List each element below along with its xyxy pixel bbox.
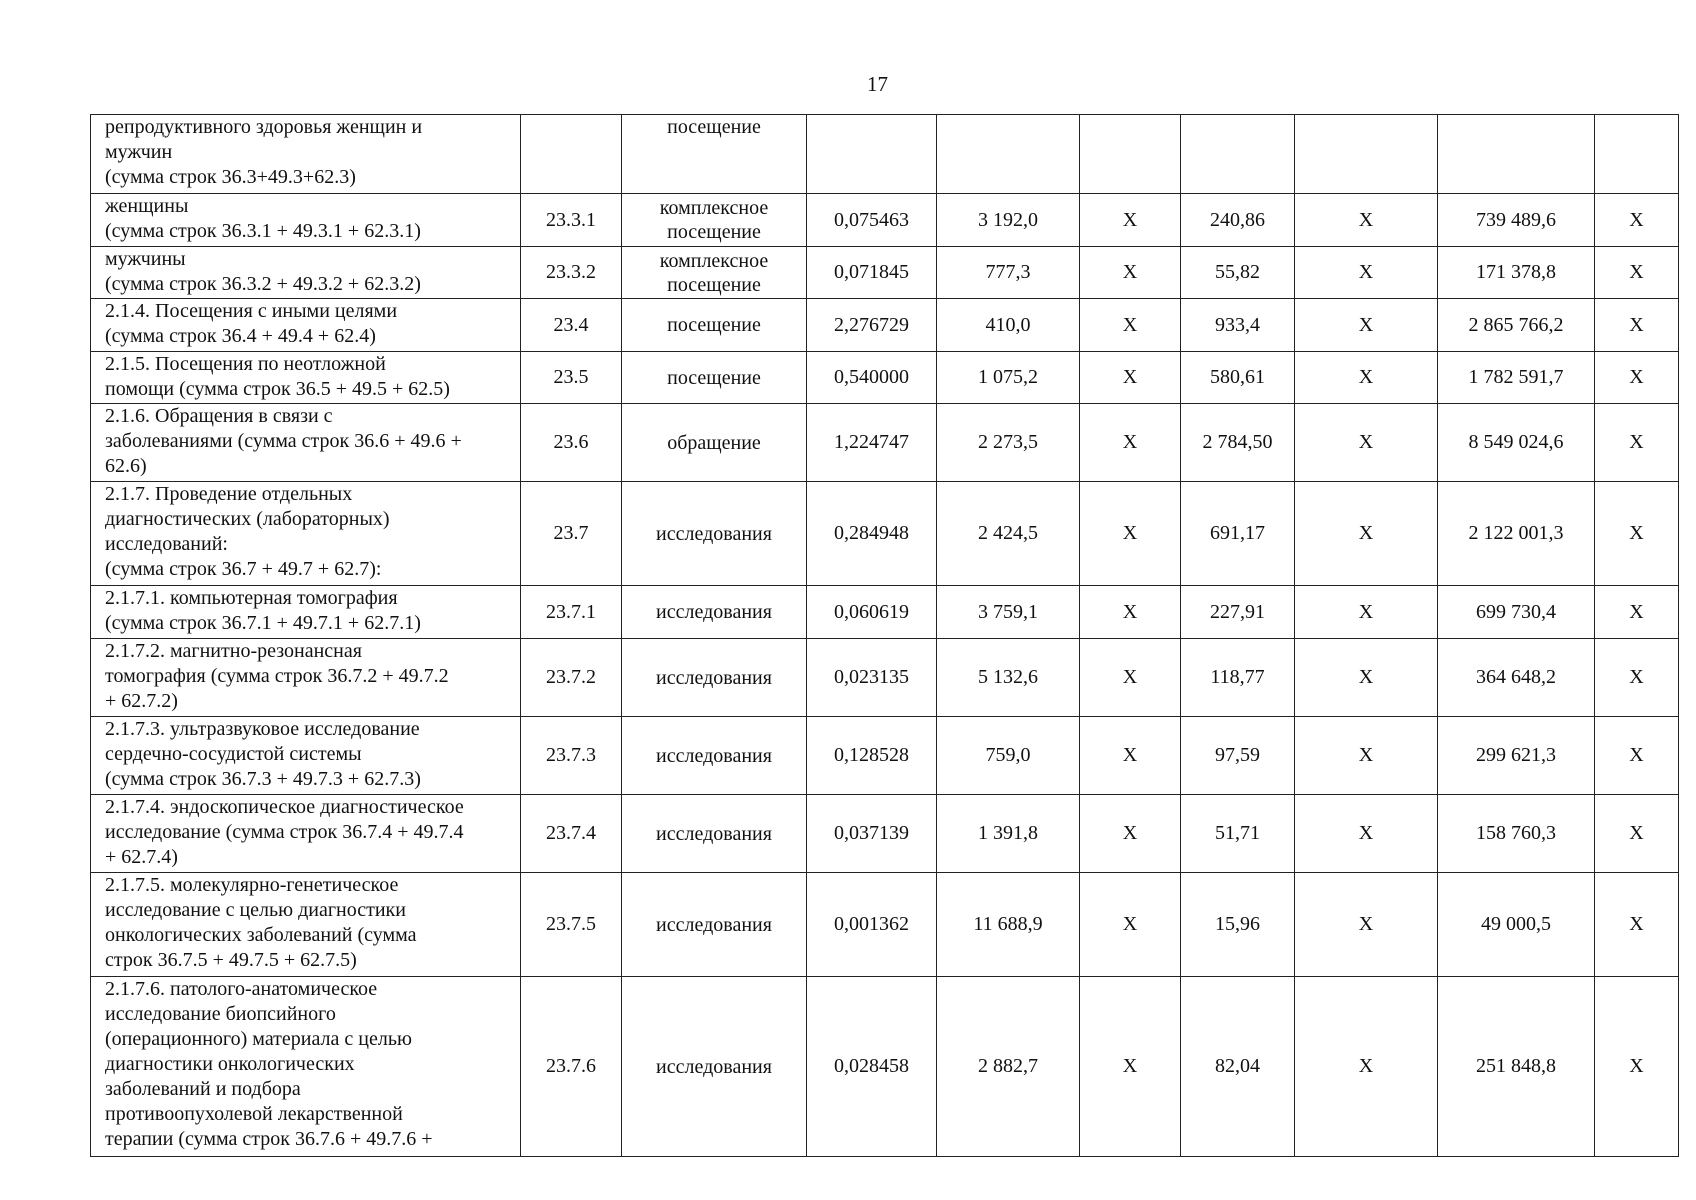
row-col-6: Х <box>1080 795 1181 873</box>
row-line-number: 23.7.3 <box>521 717 622 795</box>
row-normative-cost: 3 759,1 <box>937 586 1080 639</box>
row-normative-volume <box>807 115 937 194</box>
row-col-8: Х <box>1295 299 1438 352</box>
row-name-cell: женщины (сумма строк 36.3.1 + 49.3.1 + 62.3.1) <box>91 194 521 247</box>
row-unit: комплексное посещение <box>622 194 807 247</box>
table-row <box>91 247 1679 299</box>
row-col-10: Х <box>1595 194 1679 247</box>
row-per-capita: 51,71 <box>1181 795 1295 873</box>
row-normative-cost: 777,3 <box>937 247 1080 299</box>
row-per-capita: 118,77 <box>1181 639 1295 717</box>
row-per-capita: 580,61 <box>1181 352 1295 404</box>
row-unit: посещение <box>622 115 807 194</box>
row-normative-cost: 410,0 <box>937 299 1080 352</box>
row-line-number: 23.4 <box>521 299 622 352</box>
row-normative-volume: 0,540000 <box>807 352 937 404</box>
row-name-cell: 2.1.7.4. эндоскопическое диагностическое исследование (сумма строк 36.7.4 + 49.7.4 + 62.7.4) <box>91 795 521 873</box>
row-col-10: Х <box>1595 795 1679 873</box>
row-line-number: 23.7.2 <box>521 639 622 717</box>
table-row <box>91 717 1679 795</box>
row-normative-volume: 0,023135 <box>807 639 937 717</box>
row-col-10: Х <box>1595 404 1679 482</box>
row-col-8: Х <box>1295 247 1438 299</box>
row-line-number: 23.6 <box>521 404 622 482</box>
row-normative-volume: 2,276729 <box>807 299 937 352</box>
row-col-10: Х <box>1595 247 1679 299</box>
row-unit: исследования <box>622 977 807 1157</box>
row-per-capita: 55,82 <box>1181 247 1295 299</box>
row-line-number <box>521 115 622 194</box>
row-col-10: Х <box>1595 977 1679 1157</box>
row-total-cost: 699 730,4 <box>1438 586 1595 639</box>
row-name-cell: 2.1.7.3. ультразвуковое исследование сердечно-сосудистой системы (сумма строк 36.7.3 + 49.7.3 + 62.7.3) <box>91 717 521 795</box>
row-name-cell: 2.1.7.1. компьютерная томография (сумма строк 36.7.1 + 49.7.1 + 62.7.1) <box>91 586 521 639</box>
row-per-capita <box>1181 115 1295 194</box>
row-per-capita: 691,17 <box>1181 482 1295 586</box>
row-name-cell: 2.1.7.6. патолого-анатомическое исследование биопсийного (операционного) материала с целью диагностики онкологических заболеваний и подбора противоопухолевой лекарственной терапии (сумма строк 36.7.6 + 49.7.6 + <box>91 977 521 1157</box>
row-line-number: 23.7.1 <box>521 586 622 639</box>
table-row <box>91 115 1679 194</box>
row-normative-volume: 0,037139 <box>807 795 937 873</box>
row-name-cell: 2.1.7.5. молекулярно-генетическое исследование с целью диагностики онкологических заболеваний (сумма строк 36.7.5 + 49.7.5 + 62.7.5) <box>91 873 521 977</box>
row-total-cost: 1 782 591,7 <box>1438 352 1595 404</box>
row-col-10: Х <box>1595 873 1679 977</box>
row-normative-cost: 1 075,2 <box>937 352 1080 404</box>
row-line-number: 23.3.2 <box>521 247 622 299</box>
row-col-6: Х <box>1080 247 1181 299</box>
row-col-6: Х <box>1080 194 1181 247</box>
row-per-capita: 227,91 <box>1181 586 1295 639</box>
row-name-cell: репродуктивного здоровья женщин и мужчин (сумма строк 36.3+49.3+62.3) <box>91 115 521 194</box>
row-per-capita: 97,59 <box>1181 717 1295 795</box>
row-total-cost: 364 648,2 <box>1438 639 1595 717</box>
row-total-cost: 171 378,8 <box>1438 247 1595 299</box>
row-col-6: Х <box>1080 586 1181 639</box>
row-name-cell: 2.1.6. Обращения в связи с заболеваниями (сумма строк 36.6 + 49.6 + 62.6) <box>91 404 521 482</box>
row-col-8: Х <box>1295 795 1438 873</box>
row-normative-cost: 5 132,6 <box>937 639 1080 717</box>
row-col-10: Х <box>1595 717 1679 795</box>
row-unit: обращение <box>622 404 807 482</box>
row-per-capita: 82,04 <box>1181 977 1295 1157</box>
row-col-10: Х <box>1595 639 1679 717</box>
row-unit: посещение <box>622 299 807 352</box>
row-line-number: 23.7 <box>521 482 622 586</box>
row-name-cell: 2.1.4. Посещения с иными целями (сумма строк 36.4 + 49.4 + 62.4) <box>91 299 521 352</box>
row-total-cost <box>1438 115 1595 194</box>
row-normative-volume: 0,071845 <box>807 247 937 299</box>
row-normative-cost: 1 391,8 <box>937 795 1080 873</box>
row-col-10: Х <box>1595 586 1679 639</box>
table-row <box>91 795 1679 873</box>
row-col-8: Х <box>1295 586 1438 639</box>
row-col-10: Х <box>1595 482 1679 586</box>
row-unit: посещение <box>622 352 807 404</box>
row-col-6: Х <box>1080 977 1181 1157</box>
row-col-6: Х <box>1080 873 1181 977</box>
row-unit: исследования <box>622 482 807 586</box>
row-normative-volume: 0,128528 <box>807 717 937 795</box>
row-line-number: 23.7.4 <box>521 795 622 873</box>
row-col-6: Х <box>1080 352 1181 404</box>
row-per-capita: 933,4 <box>1181 299 1295 352</box>
row-line-number: 23.3.1 <box>521 194 622 247</box>
row-unit: исследования <box>622 717 807 795</box>
data-table <box>90 114 1679 1157</box>
table-row <box>91 639 1679 717</box>
row-col-8: Х <box>1295 873 1438 977</box>
row-col-6: Х <box>1080 717 1181 795</box>
row-normative-cost: 2 424,5 <box>937 482 1080 586</box>
page-number: 17 <box>867 72 888 96</box>
row-normative-volume: 0,028458 <box>807 977 937 1157</box>
row-normative-cost: 2 882,7 <box>937 977 1080 1157</box>
row-total-cost: 49 000,5 <box>1438 873 1595 977</box>
row-normative-volume: 0,001362 <box>807 873 937 977</box>
row-total-cost: 2 865 766,2 <box>1438 299 1595 352</box>
table-row <box>91 194 1679 247</box>
table-row <box>91 977 1679 1157</box>
row-col-6: Х <box>1080 299 1181 352</box>
table-row <box>91 873 1679 977</box>
row-line-number: 23.5 <box>521 352 622 404</box>
row-normative-volume: 1,224747 <box>807 404 937 482</box>
table-row <box>91 482 1679 586</box>
row-col-6: Х <box>1080 482 1181 586</box>
row-total-cost: 2 122 001,3 <box>1438 482 1595 586</box>
row-col-8: Х <box>1295 194 1438 247</box>
row-per-capita: 2 784,50 <box>1181 404 1295 482</box>
row-col-8: Х <box>1295 639 1438 717</box>
row-normative-cost: 2 273,5 <box>937 404 1080 482</box>
row-col-10 <box>1595 115 1679 194</box>
row-normative-volume: 0,075463 <box>807 194 937 247</box>
row-normative-volume: 0,284948 <box>807 482 937 586</box>
row-line-number: 23.7.5 <box>521 873 622 977</box>
row-col-8: Х <box>1295 482 1438 586</box>
row-normative-cost: 759,0 <box>937 717 1080 795</box>
row-col-8: Х <box>1295 352 1438 404</box>
row-line-number: 23.7.6 <box>521 977 622 1157</box>
row-unit: исследования <box>622 873 807 977</box>
row-col-6: Х <box>1080 639 1181 717</box>
table-body <box>91 115 1679 1157</box>
row-unit: комплексное посещение <box>622 247 807 299</box>
row-name-cell: 2.1.7.2. магнитно-резонансная томография (сумма строк 36.7.2 + 49.7.2 + 62.7.2) <box>91 639 521 717</box>
row-normative-cost <box>937 115 1080 194</box>
row-per-capita: 15,96 <box>1181 873 1295 977</box>
row-per-capita: 240,86 <box>1181 194 1295 247</box>
row-col-6: Х <box>1080 404 1181 482</box>
row-normative-cost: 3 192,0 <box>937 194 1080 247</box>
row-col-8: Х <box>1295 977 1438 1157</box>
row-total-cost: 251 848,8 <box>1438 977 1595 1157</box>
table-row <box>91 404 1679 482</box>
row-name-cell: 2.1.7. Проведение отдельных диагностических (лабораторных) исследований: (сумма строк 36.7 + 49.7 + 62.7): <box>91 482 521 586</box>
row-unit: исследования <box>622 795 807 873</box>
table-row <box>91 352 1679 404</box>
row-total-cost: 739 489,6 <box>1438 194 1595 247</box>
row-unit: исследования <box>622 586 807 639</box>
row-col-10: Х <box>1595 352 1679 404</box>
table-row <box>91 299 1679 352</box>
row-col-8: Х <box>1295 404 1438 482</box>
row-total-cost: 158 760,3 <box>1438 795 1595 873</box>
row-total-cost: 8 549 024,6 <box>1438 404 1595 482</box>
row-col-8: Х <box>1295 717 1438 795</box>
row-unit: исследования <box>622 639 807 717</box>
row-normative-cost: 11 688,9 <box>937 873 1080 977</box>
row-name-cell: 2.1.5. Посещения по неотложной помощи (сумма строк 36.5 + 49.5 + 62.5) <box>91 352 521 404</box>
row-col-6 <box>1080 115 1181 194</box>
row-total-cost: 299 621,3 <box>1438 717 1595 795</box>
table-row <box>91 586 1679 639</box>
row-name-cell: мужчины (сумма строк 36.3.2 + 49.3.2 + 62.3.2) <box>91 247 521 299</box>
row-col-8 <box>1295 115 1438 194</box>
row-col-10: Х <box>1595 299 1679 352</box>
row-normative-volume: 0,060619 <box>807 586 937 639</box>
